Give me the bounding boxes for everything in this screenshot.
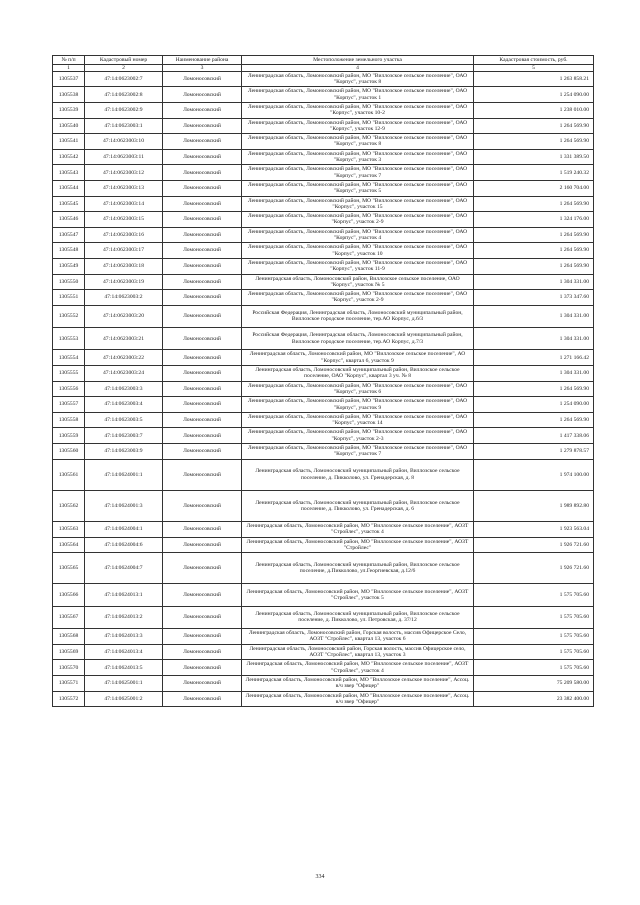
cadastral-number-cell: 47:14:0623003:15 (85, 212, 163, 228)
location-cell: Ленинградская область, Ломоносовский район, МО "Виллозское сельское поселение", ОАО "Корпус", участок 12-9 (242, 118, 474, 134)
cadastral-number-cell: 47:14:0624004:7 (85, 553, 163, 584)
row-number-cell: 1305550 (53, 274, 85, 290)
row-number-cell: 1305543 (53, 165, 85, 181)
row-number-cell: 1305542 (53, 149, 85, 165)
district-cell: Ломоносовский (163, 290, 242, 306)
cadastral-number-cell: 47:14:0623003:19 (85, 274, 163, 290)
cadastral-value-cell: 1 304 331.00 (474, 274, 594, 290)
location-cell: Ленинградская область, Ломоносовский муниципальный район, Виллозское сельское поселение, д.Пикколово, ул.Георгиевская, д.12/6 (242, 553, 474, 584)
cadastral-number-cell: 47:14:0623003:4 (85, 397, 163, 413)
district-cell: Ломоносовский (163, 165, 242, 181)
cadastral-value-cell: 1 264 569.90 (474, 412, 594, 428)
cadastral-value-cell: 1 926 721.60 (474, 553, 594, 584)
table-row (53, 584, 594, 606)
district-cell: Ломоносовский (163, 660, 242, 676)
location-cell: Ленинградская область, Ломоносовский район, МО "Виллозское сельское поселение", АОЗТ "Стройлес", участок 4 (242, 522, 474, 538)
cadastral-value-cell: 1 264 569.90 (474, 196, 594, 212)
table-row (53, 165, 594, 181)
location-cell: Ленинградская область, Ломоносовский район, МО "Виллозское сельское поселение", ОАО "Корпус", участок 7 (242, 165, 474, 181)
table-row (53, 149, 594, 165)
cadastral-number-cell: 47:14:0623003:18 (85, 258, 163, 274)
cadastral-number-cell: 47:14:0624004:1 (85, 522, 163, 538)
location-cell: Ленинградская область, Ломоносовский район, МО "Виллозское сельское поселение", Ассоц. в/ч звер "Офицер" (242, 675, 474, 691)
location-cell: Ленинградская область, Ломоносовский район, МО "Виллозское сельское поселение", АОЗТ "Стройлес", участок 4 (242, 660, 474, 676)
row-number-cell: 1305547 (53, 227, 85, 243)
cadastral-number-cell: 47:14:0623003:17 (85, 243, 163, 259)
row-number-cell: 1305570 (53, 660, 85, 676)
district-cell: Ломоносовский (163, 584, 242, 606)
table-row (53, 212, 594, 228)
district-cell: Ломоносовский (163, 196, 242, 212)
table-row (53, 290, 594, 306)
district-cell: Ломоносовский (163, 328, 242, 350)
cadastral-number-cell: 47:14:0624004:6 (85, 537, 163, 553)
row-number-cell: 1305561 (53, 459, 85, 490)
row-number-cell: 1305552 (53, 305, 85, 327)
column-index: 3 (163, 64, 242, 71)
cadastral-value-cell: 1 263 858.21 (474, 71, 594, 87)
cadastral-value-cell: 1 271 166.42 (474, 350, 594, 366)
row-number-cell: 1305538 (53, 87, 85, 103)
cadastral-value-cell: 23 382 400.00 (474, 691, 594, 707)
cadastral-value-cell: 1 417 338.06 (474, 428, 594, 444)
district-cell: Ломоносовский (163, 305, 242, 327)
location-cell: Ленинградская область, Ломоносовский район, МО "Виллозское сельское поселение", ОАО "Корпус", участок 2-9 (242, 290, 474, 306)
location-cell: Ленинградская область, Ломоносовский район, МО "Виллозское сельское поселение", ОАО "Корпус", участок 5 (242, 180, 474, 196)
cadastral-value-cell: 1 254 090.00 (474, 397, 594, 413)
table-row (53, 490, 594, 521)
header-cadastral-number: Кадастровый номер (85, 56, 163, 65)
row-number-cell: 1305539 (53, 102, 85, 118)
location-cell: Ленинградская область, Ломоносовский муниципальный район, Виллозское сельское поселение, д. Пикколово, ул. Гренадерская, д. 8 (242, 459, 474, 490)
district-cell: Ломоносовский (163, 180, 242, 196)
table-row (53, 522, 594, 538)
location-cell: Ленинградская область, Ломоносовский район, МО "Виллозское сельское поселение", ОАО "Корпус", участок 4 (242, 227, 474, 243)
cadastral-number-cell: 47:14:0623003:24 (85, 366, 163, 382)
district-cell: Ломоносовский (163, 134, 242, 150)
location-cell: Ленинградская область, Ломоносовский район, Виллозское сельское поселение, ОАО "Корпус", участок № 5 (242, 274, 474, 290)
cadastral-value-cell: 1 926 721.60 (474, 537, 594, 553)
row-number-cell: 1305569 (53, 644, 85, 660)
district-cell: Ломоносовский (163, 522, 242, 538)
location-cell: Ленинградская область, Ломоносовский район, МО "Виллозское сельское поселение", ОАО "Корпус", участок 6 (242, 381, 474, 397)
district-cell: Ломоносовский (163, 274, 242, 290)
location-cell: Ленинградская область, Ломоносовский район, МО "Виллозское сельское поселение", ОАО "Корпус", участок 7 (242, 444, 474, 460)
row-number-cell: 1305571 (53, 675, 85, 691)
row-number-cell: 1305567 (53, 606, 85, 628)
location-cell: Ленинградская область, Ломоносовский район, МО "Виллозское сельское поселение", ОАО "Корпус", участок 2-3 (242, 428, 474, 444)
location-cell: Ленинградская область, Ломоносовский район, МО "Виллозское сельское поселение", АОЗТ "Стройлес" (242, 537, 474, 553)
district-cell: Ломоносовский (163, 71, 242, 87)
cadastral-number-cell: 47:14:0623003:7 (85, 428, 163, 444)
table-row (53, 691, 594, 707)
row-number-cell: 1305548 (53, 243, 85, 259)
table-row (53, 118, 594, 134)
row-number-cell: 1305555 (53, 366, 85, 382)
district-cell: Ломоносовский (163, 350, 242, 366)
location-cell: Ленинградская область, Ломоносовский район, МО "Виллозское сельское поселение", ОАО "Корпус", участок 14 (242, 412, 474, 428)
table-row (53, 366, 594, 382)
district-cell: Ломоносовский (163, 243, 242, 259)
cadastral-number-cell: 47:14:0623003:2 (85, 290, 163, 306)
location-cell: Ленинградская область, Ломоносовский район, МО "Виллозское сельское поселение", АО "Корпус", квартал 6, участок 9 (242, 350, 474, 366)
cadastral-value-cell: 1 575 705.60 (474, 584, 594, 606)
cadastral-value-cell: 1 575 705.60 (474, 606, 594, 628)
row-number-cell: 1305559 (53, 428, 85, 444)
row-number-cell: 1305564 (53, 537, 85, 553)
district-cell: Ломоносовский (163, 381, 242, 397)
cadastral-number-cell: 47:14:0623003:12 (85, 165, 163, 181)
cadastral-value-cell: 2 160 704.00 (474, 180, 594, 196)
location-cell: Ленинградская область, Ломоносовский район, МО "Виллозское сельское поселение", ОАО "Корпус", участок 10 (242, 243, 474, 259)
row-number-cell: 1305554 (53, 350, 85, 366)
cadastral-number-cell: 47:14:0623003:10 (85, 134, 163, 150)
table-row (53, 644, 594, 660)
row-number-cell: 1305544 (53, 180, 85, 196)
cadastral-value-cell: 1 373 347.60 (474, 290, 594, 306)
row-number-cell: 1305563 (53, 522, 85, 538)
row-number-cell: 1305560 (53, 444, 85, 460)
cadastral-number-cell: 47:14:0624013:4 (85, 644, 163, 660)
column-index: 5 (474, 64, 594, 71)
location-cell: Ленинградская область, Ломоносовский район, МО "Виллозское сельское поселение", ОАО "Корпус", участок 1 (242, 87, 474, 103)
page-number: 334 (315, 874, 325, 880)
cadastral-number-cell: 47:14:0624013:2 (85, 606, 163, 628)
column-index-row (53, 64, 594, 71)
cadastral-number-cell: 47:14:0624001:1 (85, 459, 163, 490)
district-cell: Ломоносовский (163, 118, 242, 134)
cadastral-value-cell: 1 304 331.00 (474, 305, 594, 327)
cadastral-value-cell: 1 331 389.50 (474, 149, 594, 165)
location-cell: Ленинградская область, Ломоносовский район, МО "Виллозское сельское поселение", ОАО "Корпус", участок 2-9 (242, 212, 474, 228)
cadastral-number-cell: 47:14:0623003:9 (85, 444, 163, 460)
cadastral-value-cell: 1 304 331.00 (474, 328, 594, 350)
district-cell: Ломоносовский (163, 212, 242, 228)
cadastral-number-cell: 47:14:0625001:2 (85, 691, 163, 707)
table-row (53, 227, 594, 243)
district-cell: Ломоносовский (163, 606, 242, 628)
district-cell: Ломоносовский (163, 553, 242, 584)
cadastral-number-cell: 47:14:0623002:7 (85, 71, 163, 87)
row-number-cell: 1305558 (53, 412, 85, 428)
location-cell: Российская Федерация, Ленинградская область, Ломоносовский муниципальный район, Виллозское городское поселение, тер.АО Корпус, д.6/3 (242, 305, 474, 327)
district-cell: Ломоносовский (163, 644, 242, 660)
district-cell: Ломоносовский (163, 366, 242, 382)
row-number-cell: 1305549 (53, 258, 85, 274)
district-cell: Ломоносовский (163, 227, 242, 243)
register-page (52, 55, 593, 707)
cadastral-value-cell: 1 974 100.00 (474, 459, 594, 490)
table-row (53, 71, 594, 87)
cadastral-value-cell: 75 209 580.00 (474, 675, 594, 691)
cadastral-value-cell: 1 575 705.60 (474, 660, 594, 676)
cadastral-number-cell: 47:14:0623003:3 (85, 381, 163, 397)
column-index: 4 (242, 64, 474, 71)
column-index: 2 (85, 64, 163, 71)
location-cell: Ленинградская область, Ломоносовский район, МО "Виллозское сельское поселение", ОАО "Корпус", участок 8 (242, 71, 474, 87)
table-row (53, 675, 594, 691)
district-cell: Ломоносовский (163, 428, 242, 444)
location-cell: Ленинградская область, Ломоносовский район, МО "Виллозское сельское поселение", ОАО "Корпус", участок 11-9 (242, 258, 474, 274)
table-row (53, 428, 594, 444)
table-row (53, 87, 594, 103)
table-row (53, 328, 594, 350)
cadastral-value-cell: 1 279 878.57 (474, 444, 594, 460)
row-number-cell: 1305556 (53, 381, 85, 397)
cadastral-value-cell: 1 575 705.60 (474, 629, 594, 645)
table-row (53, 134, 594, 150)
district-cell: Ломоносовский (163, 258, 242, 274)
cadastral-number-cell: 47:14:0623003:11 (85, 149, 163, 165)
header-district: Наименование района (163, 56, 242, 65)
district-cell: Ломоносовский (163, 459, 242, 490)
cadastral-value-cell: 1 923 563.04 (474, 522, 594, 538)
cadastral-value-cell: 1 324 176.00 (474, 212, 594, 228)
location-cell: Ленинградская область, Ломоносовский район, МО "Виллозское сельское поселение", ОАО "Корпус", участок 8 (242, 134, 474, 150)
row-number-cell: 1305545 (53, 196, 85, 212)
district-cell: Ломоносовский (163, 490, 242, 521)
row-number-cell: 1305553 (53, 328, 85, 350)
table-row (53, 459, 594, 490)
district-cell: Ломоносовский (163, 537, 242, 553)
district-cell: Ломоносовский (163, 629, 242, 645)
cadastral-value-cell: 1 264 569.90 (474, 243, 594, 259)
table-row (53, 660, 594, 676)
location-cell: Ленинградская область, Ломоносовский район, МО "Виллозское сельское поселение", ОАО "Корпус", участок 10-2 (242, 102, 474, 118)
cadastral-number-cell: 47:14:0624013:5 (85, 660, 163, 676)
row-number-cell: 1305566 (53, 584, 85, 606)
cadastral-value-cell: 1 304 331.00 (474, 366, 594, 382)
location-cell: Ленинградская область, Ломоносовский район, Горская волость, массив Офицерское Село, АОЗТ "Стройлес", квартал 13, участок 6 (242, 629, 474, 645)
cadastral-value-cell: 1 989 892.80 (474, 490, 594, 521)
table-row (53, 412, 594, 428)
table-row (53, 305, 594, 327)
cadastral-number-cell: 47:14:0623003:20 (85, 305, 163, 327)
cadastral-number-cell: 47:14:0624001:3 (85, 490, 163, 521)
cadastral-number-cell: 47:14:0623003:16 (85, 227, 163, 243)
district-cell: Ломоносовский (163, 691, 242, 707)
table-row (53, 553, 594, 584)
header-cadastral-value: Кадастровая стоимость, руб. (474, 56, 594, 65)
cadastral-number-cell: 47:14:0623003:1 (85, 118, 163, 134)
cadastral-value-cell: 1 264 569.90 (474, 118, 594, 134)
location-cell: Ленинградская область, Ломоносовский район, МО "Виллозское сельское поселение", ОАО "Корпус", участок 3 (242, 149, 474, 165)
cadastral-number-cell: 47:14:0625001:1 (85, 675, 163, 691)
cadastral-number-cell: 47:14:0623003:5 (85, 412, 163, 428)
cadastral-value-cell: 1 519 240.32 (474, 165, 594, 181)
table-body (53, 71, 594, 706)
cadastral-value-cell: 1 264 569.90 (474, 381, 594, 397)
cadastral-value-cell: 1 575 705.60 (474, 644, 594, 660)
row-number-cell: 1305565 (53, 553, 85, 584)
table-row (53, 629, 594, 645)
location-cell: Ленинградская область, Ломоносовский район, МО "Виллозское сельское поселение", ОАО "Корпус", участок 15 (242, 196, 474, 212)
table-row (53, 102, 594, 118)
cadastral-value-table (52, 55, 594, 707)
header-location: Местоположение земельного участка (242, 56, 474, 65)
cadastral-number-cell: 47:14:0623003:14 (85, 196, 163, 212)
cadastral-value-cell: 1 264 569.90 (474, 227, 594, 243)
table-row (53, 444, 594, 460)
location-cell: Ленинградская область, Ломоносовский район, Горская волость, массив Офицерское село, АОЗТ "Стройлес", квартал 13, участок 3 (242, 644, 474, 660)
cadastral-number-cell: 47:14:0623002:9 (85, 102, 163, 118)
cadastral-number-cell: 47:14:0624013:3 (85, 629, 163, 645)
row-number-cell: 1305572 (53, 691, 85, 707)
cadastral-number-cell: 47:14:0623003:22 (85, 350, 163, 366)
cadastral-number-cell: 47:14:0623003:21 (85, 328, 163, 350)
location-cell: Ленинградская область, Ломоносовский муниципальный район, Виллозское сельское поселение, д. Пикколово, ул. Гренадерская, д. 6 (242, 490, 474, 521)
header-row (53, 56, 594, 65)
table-row (53, 350, 594, 366)
cadastral-number-cell: 47:14:0623002:8 (85, 87, 163, 103)
table-row (53, 381, 594, 397)
header-number: № п/п (53, 56, 85, 65)
table-row (53, 397, 594, 413)
cadastral-number-cell: 47:14:0623003:13 (85, 180, 163, 196)
location-cell: Российская Федерация, Ленинградская область, Ломоносовский муниципальный район, Виллозское городское поселение, тер.АО Корпус, д.7/3 (242, 328, 474, 350)
district-cell: Ломоносовский (163, 149, 242, 165)
row-number-cell: 1305546 (53, 212, 85, 228)
table-row (53, 196, 594, 212)
column-index: 1 (53, 64, 85, 71)
district-cell: Ломоносовский (163, 675, 242, 691)
location-cell: Ленинградская область, Ломоносовский район, МО "Виллозское сельское поселение", АОЗТ "Стройлес", участок 5 (242, 584, 474, 606)
district-cell: Ломоносовский (163, 397, 242, 413)
district-cell: Ломоносовский (163, 444, 242, 460)
district-cell: Ломоносовский (163, 87, 242, 103)
location-cell: Ленинградская область, Ломоносовский район, МО "Виллозское сельское поселение", ОАО "Корпус", участок 9 (242, 397, 474, 413)
table-row (53, 243, 594, 259)
location-cell: Ленинградская область, Ломоносовский муниципальный район, Виллозское сельское поселение, ОАО "Корпус", квартал 3 уч. № 8 (242, 366, 474, 382)
row-number-cell: 1305537 (53, 71, 85, 87)
row-number-cell: 1305540 (53, 118, 85, 134)
cadastral-value-cell: 1 264 569.90 (474, 258, 594, 274)
row-number-cell: 1305562 (53, 490, 85, 521)
row-number-cell: 1305541 (53, 134, 85, 150)
row-number-cell: 1305568 (53, 629, 85, 645)
location-cell: Ленинградская область, Ломоносовский муниципальный район, Виллозское сельское поселение, д. Пикколово, ул. Петровская, д. 37/12 (242, 606, 474, 628)
location-cell: Ленинградская область, Ломоносовский район, МО "Виллозское сельское поселение", Ассоц. в/ч звер "Офицер" (242, 691, 474, 707)
table-row (53, 606, 594, 628)
district-cell: Ломоносовский (163, 412, 242, 428)
row-number-cell: 1305551 (53, 290, 85, 306)
cadastral-value-cell: 1 238 010.00 (474, 102, 594, 118)
district-cell: Ломоносовский (163, 102, 242, 118)
cadastral-number-cell: 47:14:0624013:1 (85, 584, 163, 606)
cadastral-value-cell: 1 254 090.00 (474, 87, 594, 103)
cadastral-value-cell: 1 264 569.90 (474, 134, 594, 150)
table-row (53, 537, 594, 553)
table-row (53, 258, 594, 274)
table-row (53, 274, 594, 290)
table-row (53, 180, 594, 196)
row-number-cell: 1305557 (53, 397, 85, 413)
